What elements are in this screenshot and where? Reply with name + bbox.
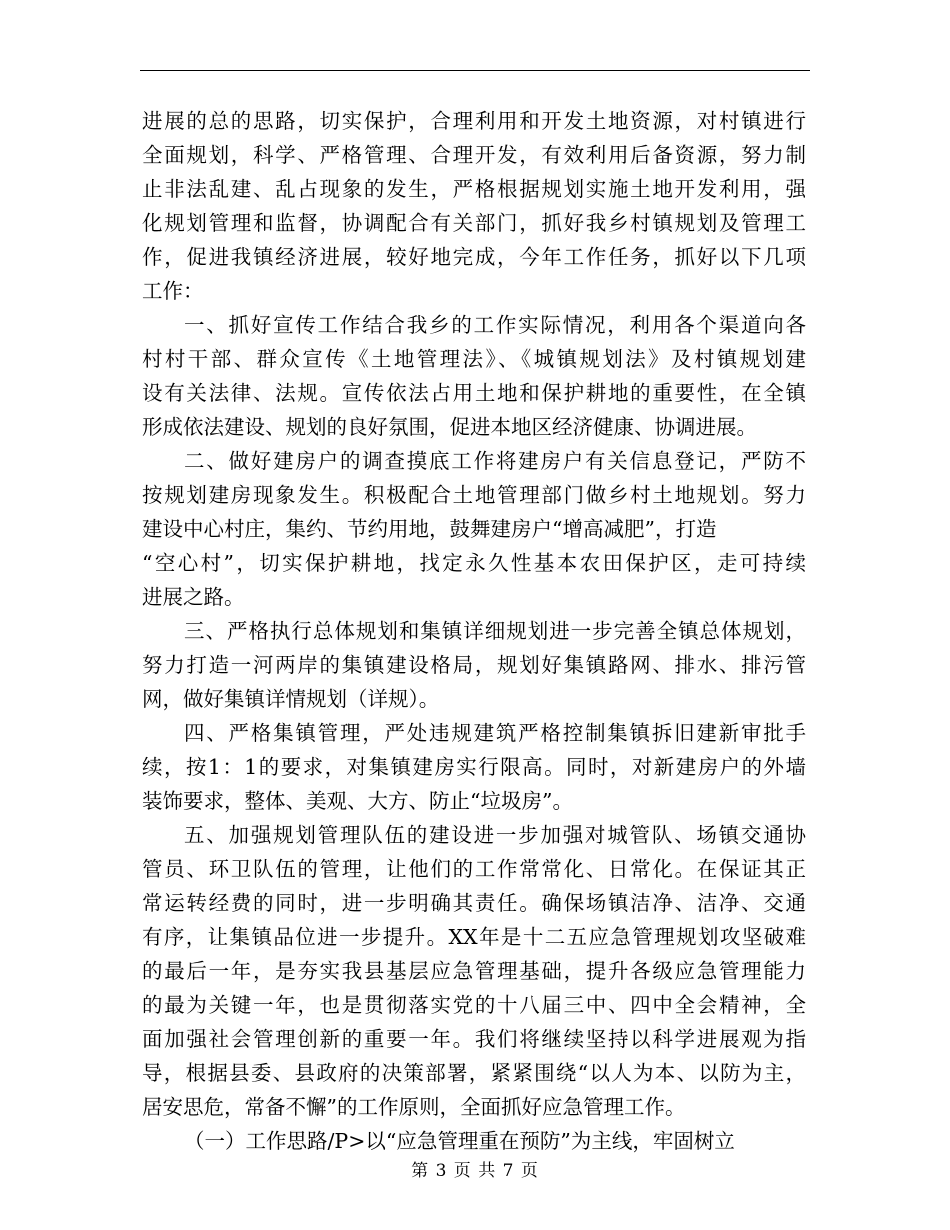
body-line: 作，促进我镇经济进展，较好地完成，今年工作任务，抓好以下几项 [142,245,806,269]
body-line: 的最后一年，是夯实我县基层应急管理基础，提升各级应急管理能力 [142,959,806,983]
body-line: 止非法乱建、乱占现象的发生，严格根据规划实施土地开发利用，强 [142,177,806,201]
body-line: 化规划管理和监督，协调配合有关部门，抓好我乡村镇规划及管理工 [142,211,806,235]
body-line: 按规划建房现象发生。积极配合土地管理部门做乡村土地规划。努力 [142,483,806,507]
paragraph-start-line: 三、严格执行总体规划和集镇详细规划进一步完善全镇总体规划， [184,619,806,643]
body-line: 全面规划，科学、严格管理、合理开发，有效利用后备资源，努力制 [142,143,806,167]
body-line: “空心村”，切实保护耕地，找定永久性基本农田保护区，走可持续 [142,551,806,575]
body-line: 续，按1：1的要求，对集镇建房实行限高。同时，对新建房户的外墙 [142,755,806,779]
body-line: 有序，让集镇品位进一步提升。XX年是十二五应急管理规划攻坚破难 [142,925,806,949]
body-line: 工作： [142,279,204,303]
body-line: 的最为关键一年，也是贯彻落实党的十八届三中、四中全会精神，全 [142,993,806,1017]
body-line: 装饰要求，整体、美观、大方、防止“垃圾房”。 [142,789,573,813]
body-line: 网，做好集镇详情规划（详规）。 [142,687,440,711]
body-line: 导，根据县委、县政府的决策部署，紧紧围绕“以人为本、以防为主， [142,1061,806,1085]
body-line: 进展之路。 [142,585,245,609]
paragraph-start-line: 二、做好建房户的调查摸底工作将建房户有关信息登记，严防不 [184,449,806,473]
body-line: 建设中心村庄，集约、节约用地，鼓舞建房户“增高减肥”，打造 [142,517,717,541]
paragraph-start-line: 四、严格集镇管理，严处违规建筑严格控制集镇拆旧建新审批手 [184,721,806,745]
page-number-footer: 第 3 页 共 7 页 [411,1161,539,1181]
document-body [142,104,806,1158]
body-line: 居安思危，常备不懈”的工作原则，全面抓好应急管理工作。 [142,1095,686,1119]
body-line: 形成依法建设、规划的良好氛围，促进本地区经济健康、协调进展。 [142,415,757,439]
body-line: 努力打造一河两岸的集镇建设格局，规划好集镇路网、排水、排污管 [142,653,806,677]
paragraph-start-line: 五、加强规划管理队伍的建设进一步加强对城管队、场镇交通协 [184,823,806,847]
paragraph-start-line: 一、抓好宣传工作结合我乡的工作实际情况，利用各个渠道向各 [184,313,806,337]
body-line: 设有关法律、法规。宣传依法占用土地和保护耕地的重要性，在全镇 [142,381,806,405]
body-line: 常运转经费的同时，进一步明确其责任。确保场镇洁净、洁净、交通 [142,891,806,915]
header-rule [140,70,810,71]
body-line: 管员、环卫队伍的管理，让他们的工作常常化、日常化。在保证其正 [142,857,806,881]
body-line: 进展的总的思路，切实保护，合理利用和开发土地资源，对村镇进行 [142,109,806,133]
body-line: 面加强社会管理创新的重要一年。我们将继续坚持以科学进展观为指 [142,1027,806,1051]
paragraph-start-line: （一）工作思路/P>以“应急管理重在预防”为主线，牢固树立 [184,1129,735,1153]
body-line: 村村干部、群众宣传《土地管理法》、《城镇规划法》及村镇规划建 [142,347,806,371]
